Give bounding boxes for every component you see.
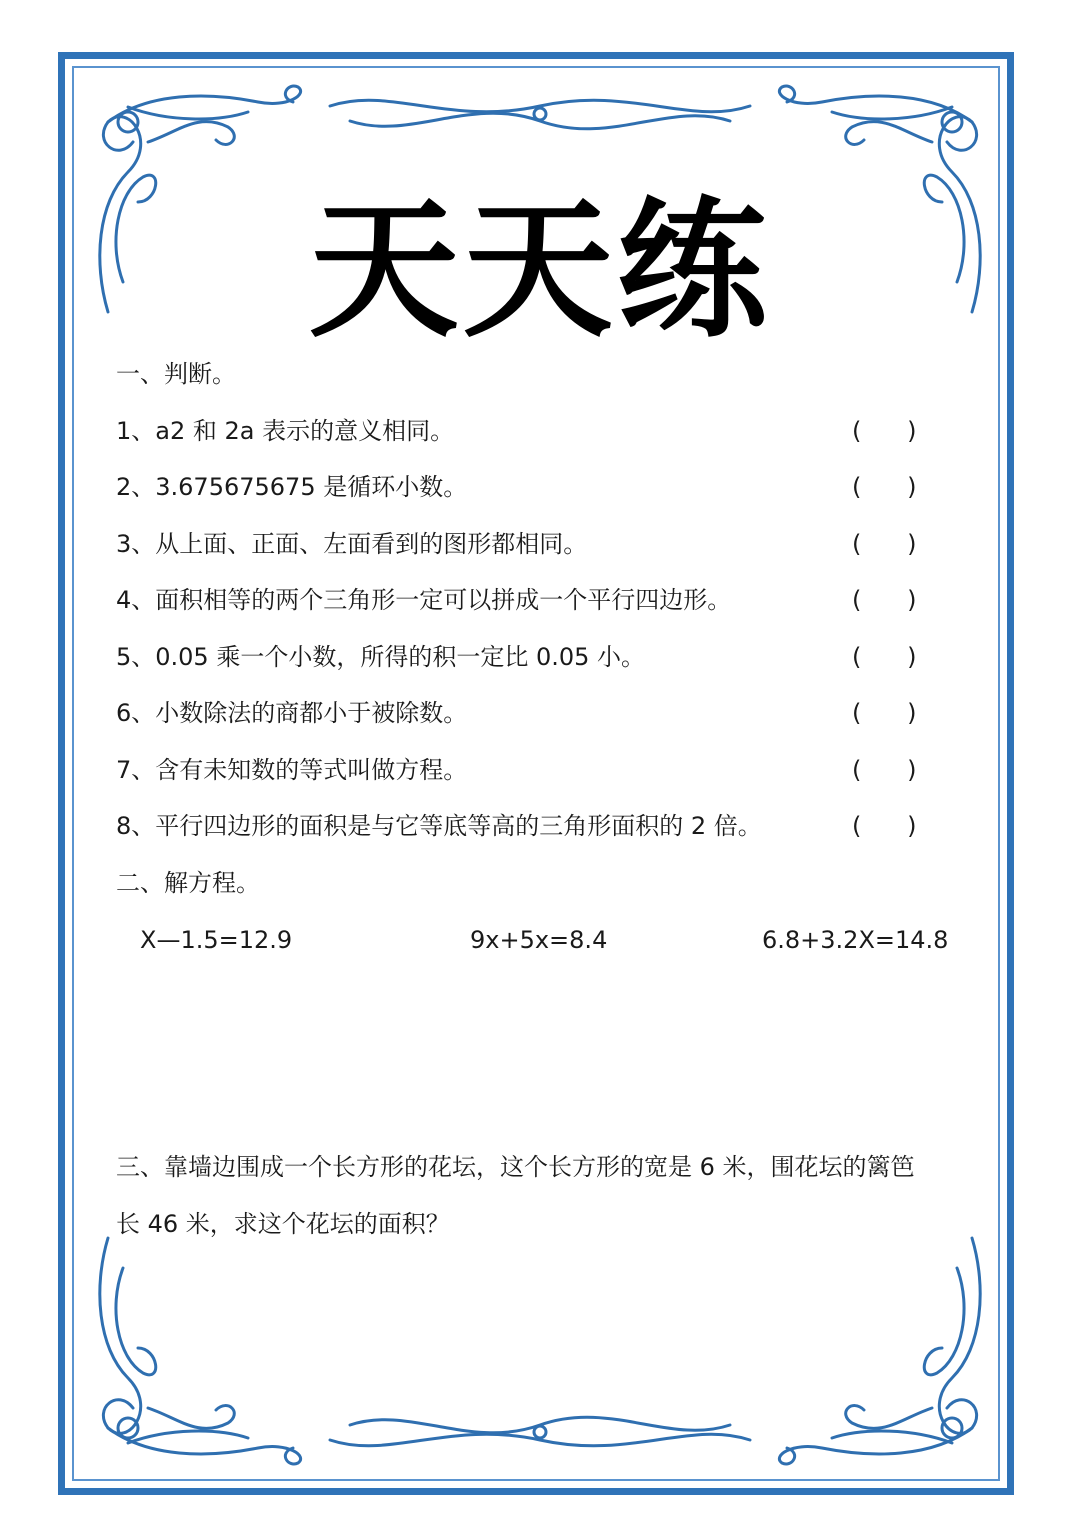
judge-item-7: 7、含有未知数的等式叫做方程。 (116, 756, 468, 784)
answer-blank-7[interactable]: ( ) (852, 756, 917, 784)
answer-blank-4[interactable]: ( ) (852, 586, 917, 614)
equation-1: X—1.5=12.9 (140, 926, 293, 954)
judge-item-2: 2、3.675675675 是循环小数。 (116, 473, 468, 501)
equation-2: 9x+5x=8.4 (470, 926, 608, 954)
section3-line-2: 长 46 米，求这个花坛的面积？ (116, 1210, 450, 1238)
section2-heading: 二、解方程。 (116, 869, 260, 897)
section3-line-1: 三、靠墙边围成一个长方形的花坛，这个长方形的宽是 6 米，围花坛的篱笆 (116, 1153, 915, 1181)
answer-blank-6[interactable]: ( ) (852, 699, 917, 727)
page-title: 天天练 (308, 184, 771, 358)
answer-blank-3[interactable]: ( ) (852, 530, 917, 558)
corner-flourish-bottom-right-icon (762, 1228, 992, 1468)
corner-flourish-bottom-left-icon (88, 1228, 318, 1468)
judge-item-1: 1、a2 和 2a 表示的意义相同。 (116, 417, 455, 445)
judge-item-5: 5、0.05 乘一个小数，所得的积一定比 0.05 小。 (116, 643, 646, 671)
answer-blank-5[interactable]: ( ) (852, 643, 917, 671)
answer-blank-8[interactable]: ( ) (852, 812, 917, 840)
equation-3: 6.8+3.2X=14.8 (762, 926, 949, 954)
answer-blank-1[interactable]: ( ) (852, 417, 917, 445)
section1-heading: 一、判断。 (116, 360, 236, 388)
judge-item-6: 6、小数除法的商都小于被除数。 (116, 699, 468, 727)
answer-blank-2[interactable]: ( ) (852, 473, 917, 501)
bottom-center-flourish-icon (330, 1400, 750, 1460)
judge-item-8: 8、平行四边形的面积是与它等底等高的三角形面积的 2 倍。 (116, 812, 762, 840)
top-center-flourish-icon (330, 86, 750, 146)
judge-item-4: 4、面积相等的两个三角形一定可以拼成一个平行四边形。 (116, 586, 732, 614)
judge-item-3: 3、从上面、正面、左面看到的图形都相同。 (116, 530, 588, 558)
